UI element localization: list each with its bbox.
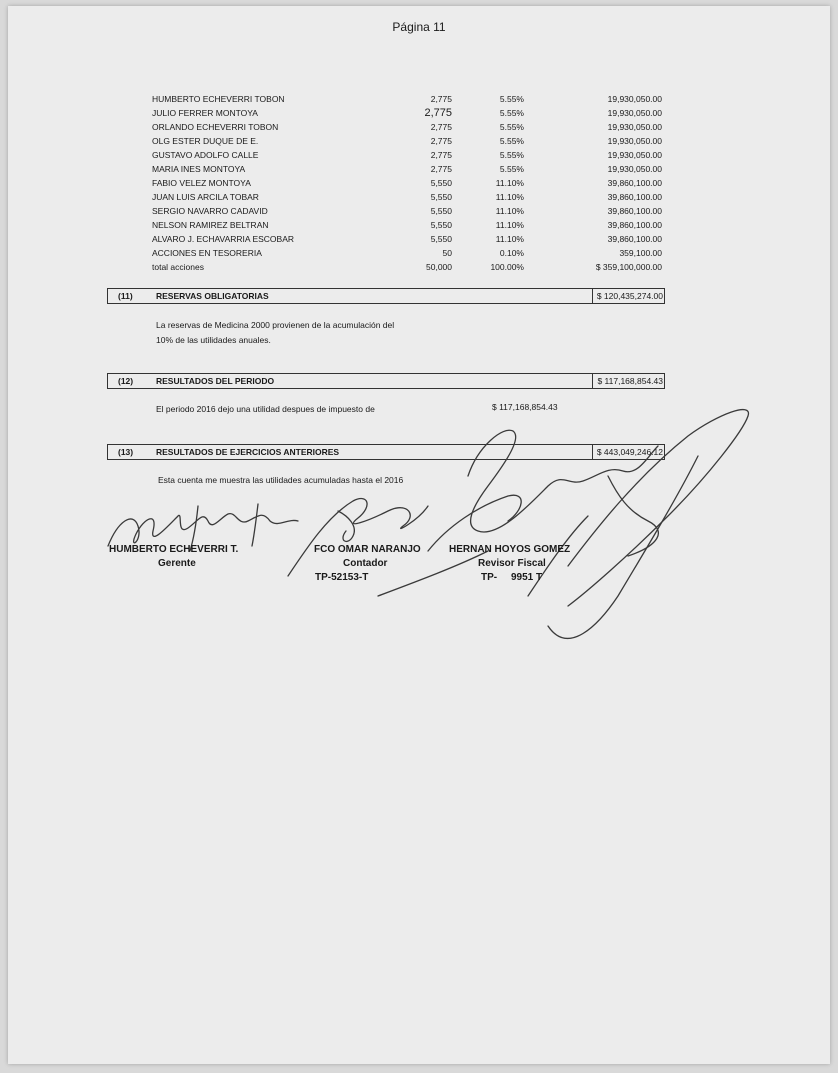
signatory-name: HERNAN HOYOS GOMEZ [449, 544, 571, 555]
shareholder-value: 39,860,100.00 [607, 178, 662, 188]
total-shares: 50,000 [426, 262, 452, 272]
signatory-role: Revisor Fiscal [478, 558, 546, 569]
shareholder-value: 19,930,050.00 [607, 136, 662, 146]
table-row [152, 232, 662, 246]
table-row [152, 190, 662, 204]
shareholder-value: 359,100.00 [619, 248, 662, 258]
section-number: (11) [118, 291, 133, 301]
section-number: (13) [118, 447, 134, 457]
shareholder-value: 19,930,050.00 [607, 164, 662, 174]
shareholder-shares: 5,550 [430, 234, 452, 244]
table-row [152, 162, 662, 176]
shareholder-shares: 2,775 [430, 164, 452, 174]
shareholder-pct: 11.10% [495, 206, 524, 216]
note-line: 10% de las utilidades anuales. [156, 335, 271, 345]
shareholder-pct: 5.55% [499, 150, 524, 160]
total-label: total acciones [152, 262, 204, 272]
table-row [152, 106, 662, 120]
shareholder-pct: 5.55% [499, 122, 524, 132]
section-12-note-amount: $ 117,168,854.43 [492, 402, 558, 412]
shareholder-pct: 5.55% [499, 94, 524, 104]
section-amount: $ 117,168,854.43 [592, 374, 663, 388]
signatory-name: HUMBERTO ECHEVERRI T. [109, 544, 239, 555]
signatory-id: TP- 9951 T [481, 572, 543, 583]
section-13-header [107, 444, 665, 460]
section-12-note: El periodo 2016 dejo una utilidad despues de impuesto de [156, 404, 375, 414]
table-row [152, 148, 662, 162]
shareholder-value: 39,860,100.00 [607, 192, 662, 202]
table-row [152, 120, 662, 134]
section-title: RESULTADOS DEL PERIODO [156, 376, 275, 386]
shareholder-name: GUSTAVO ADOLFO CALLE [152, 150, 259, 160]
shareholder-name: FABIO VELEZ MONTOYA [152, 178, 251, 188]
section-12-header [107, 373, 665, 389]
section-13-note: Esta cuenta me muestra las utilidades acumuladas hasta el 2016 [158, 475, 404, 485]
total-value: $ 359,100,000.00 [595, 262, 662, 272]
total-pct: 100.00% [490, 262, 524, 272]
section-amount: $ 120,435,274.00 [592, 289, 663, 303]
signatory-id: TP-52153-T [315, 572, 369, 583]
signatory-role: Contador [343, 558, 388, 569]
shareholder-name: ALVARO J. ECHAVARRIA ESCOBAR [152, 234, 295, 244]
section-amount: $ 443,049,246.12 [592, 445, 663, 459]
section-title: RESERVAS OBLIGATORIAS [156, 291, 269, 301]
shareholder-name: MARIA INES MONTOYA [152, 164, 246, 174]
shareholder-value: 39,860,100.00 [607, 206, 662, 216]
shareholder-shares: 2,775 [430, 136, 452, 146]
shareholder-shares: 5,550 [430, 206, 452, 216]
shareholder-name: ACCIONES EN TESORERIA [152, 248, 262, 258]
shareholder-pct: 11.10% [495, 234, 524, 244]
shareholder-name: NELSON RAMIREZ BELTRAN [152, 220, 269, 230]
table-row [152, 204, 662, 218]
shareholder-shares: 5,550 [430, 192, 452, 202]
shareholder-pct: 11.10% [495, 220, 524, 230]
shareholder-pct: 0.10% [499, 248, 524, 258]
section-title: RESULTADOS DE EJERCICIOS ANTERIORES [156, 447, 340, 457]
shareholder-value: 39,860,100.00 [607, 220, 662, 230]
shareholder-name: SERGIO NAVARRO CADAVID [152, 206, 268, 216]
table-total-row [152, 260, 662, 274]
shareholder-shares: 5,550 [430, 178, 452, 188]
shareholder-name: HUMBERTO ECHEVERRI TOBON [152, 94, 285, 104]
document-page [8, 6, 830, 1064]
table-row [152, 92, 662, 106]
signatory-name: FCO OMAR NARANJO [314, 544, 421, 555]
shareholder-shares: 2,775 [424, 107, 452, 119]
shareholder-name: OLG ESTER DUQUE DE E. [152, 136, 259, 146]
shareholder-value: 19,930,050.00 [607, 94, 662, 104]
table-row [152, 176, 662, 190]
shareholder-name: JULIO FERRER MONTOYA [152, 108, 258, 118]
shareholder-value: 19,930,050.00 [607, 108, 662, 118]
shareholder-shares: 5,550 [430, 220, 452, 230]
shareholder-name: JUAN LUIS ARCILA TOBAR [152, 192, 259, 202]
shareholder-pct: 5.55% [499, 164, 524, 174]
section-11-note [156, 318, 394, 348]
section-number: (12) [118, 376, 134, 386]
shareholder-value: 39,860,100.00 [607, 234, 662, 244]
section-11-header [107, 288, 665, 304]
note-line: La reservas de Medicina 2000 provienen de la acumulación del [156, 320, 395, 330]
table-row [152, 246, 662, 260]
shareholder-pct: 5.55% [499, 108, 524, 118]
shareholder-pct: 11.10% [495, 178, 524, 188]
shareholder-shares: 50 [442, 248, 452, 258]
table-row [152, 134, 662, 148]
shareholder-shares: 2,775 [430, 122, 452, 132]
shareholder-shares: 2,775 [430, 94, 452, 104]
shareholder-value: 19,930,050.00 [607, 122, 662, 132]
shareholder-value: 19,930,050.00 [607, 150, 662, 160]
page-number: Página 11 [392, 20, 446, 34]
table-row [152, 218, 662, 232]
shareholder-name: ORLANDO ECHEVERRI TOBON [152, 122, 279, 132]
shareholder-pct: 5.55% [499, 136, 524, 146]
shareholder-shares: 2,775 [430, 150, 452, 160]
signatory-role: Gerente [158, 558, 196, 569]
shareholder-pct: 11.10% [495, 192, 524, 202]
